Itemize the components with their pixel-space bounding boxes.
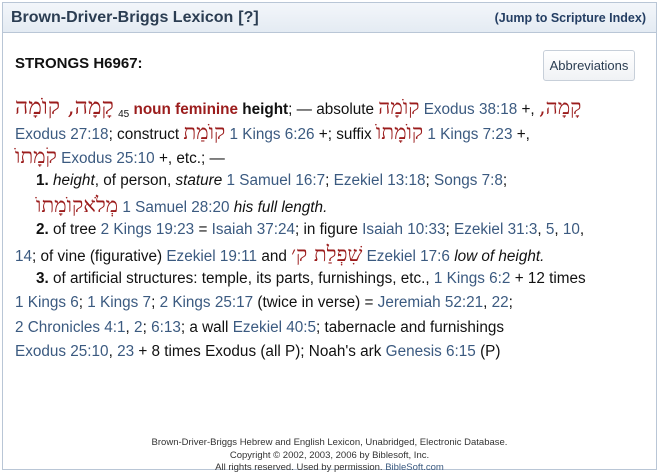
scripture-link[interactable]: 5: [545, 220, 555, 238]
sense-2: [15, 218, 640, 243]
scripture-link[interactable]: Exodus 38:18: [423, 101, 518, 118]
sense-text: =: [198, 220, 208, 238]
sense-text: ; of vine (figurative): [32, 248, 163, 265]
strongs-number: STRONGS H6967:: [15, 55, 143, 72]
sense-3: [15, 267, 640, 292]
sense-hebrew: שִׁפְלַת ק׳: [291, 242, 363, 266]
scripture-link[interactable]: 1 Kings 7:23: [427, 125, 513, 143]
sense-text: (P): [480, 343, 501, 360]
scripture-link[interactable]: 1 Kings 7: [87, 294, 152, 311]
entry-line-2: [15, 120, 640, 145]
sense-text: + 8 times Exodus (all P); Noah's ark: [138, 343, 382, 360]
separator: ,: [554, 220, 559, 238]
copyright-line-3: [3, 462, 656, 475]
panel-header: [3, 3, 656, 33]
absolute-form-hebrew: קוֺמָה: [378, 95, 420, 119]
plus-text: +,: [516, 125, 530, 143]
help-link[interactable]: [?]: [238, 8, 259, 26]
scripture-link[interactable]: 6:13: [151, 318, 181, 336]
sense-gloss: low of height.: [454, 248, 545, 265]
sense-2-cont: [15, 242, 640, 267]
scripture-link[interactable]: 1 Kings 6:2: [433, 269, 511, 287]
separator: ;: [78, 294, 84, 311]
separator: ,: [483, 294, 488, 311]
scripture-link[interactable]: 2 Kings 25:17: [159, 294, 254, 311]
separator: ;: [425, 171, 430, 189]
copyright-footer: [3, 437, 656, 475]
sense-text: , of person,: [94, 171, 172, 189]
separator: ;: [142, 318, 147, 336]
scripture-link[interactable]: 2: [134, 318, 143, 336]
scripture-link[interactable]: 2 Kings 19:23: [100, 220, 195, 238]
separator: ;: [445, 220, 450, 238]
scripture-link[interactable]: 1 Kings 6: [15, 294, 79, 311]
separator: ;: [325, 171, 330, 189]
separator: ,: [125, 318, 130, 336]
entry-line-3: [15, 144, 640, 169]
separator: ;: [502, 171, 508, 189]
occurrence-count: 45: [118, 109, 130, 120]
scripture-link[interactable]: 23: [117, 343, 135, 360]
scripture-link[interactable]: 1 Kings 6:26: [229, 125, 315, 143]
scripture-link[interactable]: 22: [491, 294, 509, 311]
scripture-link[interactable]: Exodus 25:10: [15, 343, 109, 360]
sense-text: (twice in verse) =: [257, 294, 374, 311]
sense-text: ; in figure: [295, 220, 358, 238]
entry-body: [15, 95, 640, 365]
headword-hebrew: קָמָה, קוֺמָה: [15, 94, 114, 120]
form-hebrew: קָמָה,: [538, 95, 582, 119]
sense-text: + 12 times: [514, 269, 586, 287]
copyright-line-2: Copyright © 2002, 2003, 2006 by Biblesoft, Inc.: [229, 449, 430, 461]
scripture-link[interactable]: Isaiah 37:24: [211, 220, 295, 238]
scripture-link[interactable]: 1 Samuel 16:7: [226, 171, 326, 189]
sense-text: of artificial structures: temple, its parts, furnishings, etc.,: [53, 269, 430, 287]
scripture-link[interactable]: Genesis 6:15: [385, 343, 476, 360]
part-of-speech: noun feminine: [133, 101, 239, 118]
separator: ,: [108, 343, 113, 360]
scripture-link[interactable]: Ezekiel 19:11: [166, 248, 258, 265]
sense-text: ; tabernacle and furnishings: [316, 318, 504, 336]
suffix-form-2-hebrew: קֹמָתוֺ: [15, 144, 57, 168]
scripture-link[interactable]: Jeremiah 52:21: [377, 294, 484, 311]
scripture-link[interactable]: 2 Chronicles 4:1: [15, 318, 126, 336]
sense-text: of tree: [53, 220, 97, 238]
sense-text: and: [261, 248, 287, 265]
copyright-line-1: Brown-Driver-Briggs Hebrew and English Lexicon, Unabridged, Electronic Database.: [151, 437, 508, 448]
scripture-link[interactable]: 1 Samuel 28:20: [122, 199, 230, 216]
lexicon-title: Brown-Driver-Briggs Lexicon: [11, 8, 234, 26]
separator: ,: [537, 220, 542, 238]
suffix-label: +; suffix: [318, 125, 372, 143]
construct-label: ; construct: [108, 125, 180, 143]
separator: ,: [579, 220, 585, 238]
sense-text: ; a wall: [180, 318, 229, 336]
sense-gloss: height: [53, 171, 95, 189]
sense-1: [15, 169, 640, 194]
scripture-link[interactable]: 14: [15, 248, 33, 265]
scripture-link[interactable]: Exodus 25:10: [61, 150, 155, 167]
etc-text: +, etc.; —: [158, 150, 225, 167]
gloss: height: [242, 101, 289, 118]
scripture-link[interactable]: Exodus 27:18: [15, 125, 109, 143]
panel-title: [11, 9, 259, 27]
construct-form-hebrew: קוֺמַת: [183, 119, 226, 144]
suffix-form-hebrew: קוֺמָתוֺ: [375, 119, 424, 144]
sense-number: 2.: [36, 220, 49, 238]
sense-3-cont-1: [15, 291, 640, 316]
scripture-link[interactable]: Ezekiel 40:5: [232, 318, 317, 336]
absolute-label: ; — absolute: [288, 101, 375, 118]
biblesoft-link[interactable]: BibleSoft.com: [385, 462, 444, 473]
separator: ;: [508, 294, 513, 311]
sense-3-cont-2: [15, 316, 640, 341]
sense-3-cont-3: [15, 340, 640, 365]
scripture-link[interactable]: Isaiah 10:33: [362, 220, 446, 238]
sense-number: 3.: [36, 269, 49, 287]
separator: ;: [151, 294, 156, 311]
sense-number: 1.: [36, 171, 49, 189]
entry-line-1: [15, 95, 640, 120]
scripture-link[interactable]: 10: [562, 220, 580, 238]
plus-text: +,: [521, 101, 535, 118]
sense-gloss: stature: [175, 171, 223, 189]
rights-text: All rights reserved. Used by permission.: [215, 462, 383, 473]
sense-hebrew: מְלֹאקוֺמָתוֺ: [36, 193, 119, 217]
scripture-link[interactable]: Ezekiel 17:6: [366, 248, 450, 265]
scripture-link[interactable]: Ezekiel 31:3: [454, 220, 538, 238]
abbreviations-button[interactable]: Abbreviations: [543, 50, 635, 81]
scripture-link[interactable]: Ezekiel 13:18: [333, 171, 426, 189]
sense-gloss: his full length.: [233, 199, 328, 216]
scripture-link[interactable]: Songs 7:8: [434, 171, 503, 189]
sense-1-cont: [15, 193, 640, 218]
lexicon-panel: [2, 2, 657, 473]
jump-to-scripture-index-link[interactable]: (Jump to Scripture Index): [494, 10, 646, 25]
